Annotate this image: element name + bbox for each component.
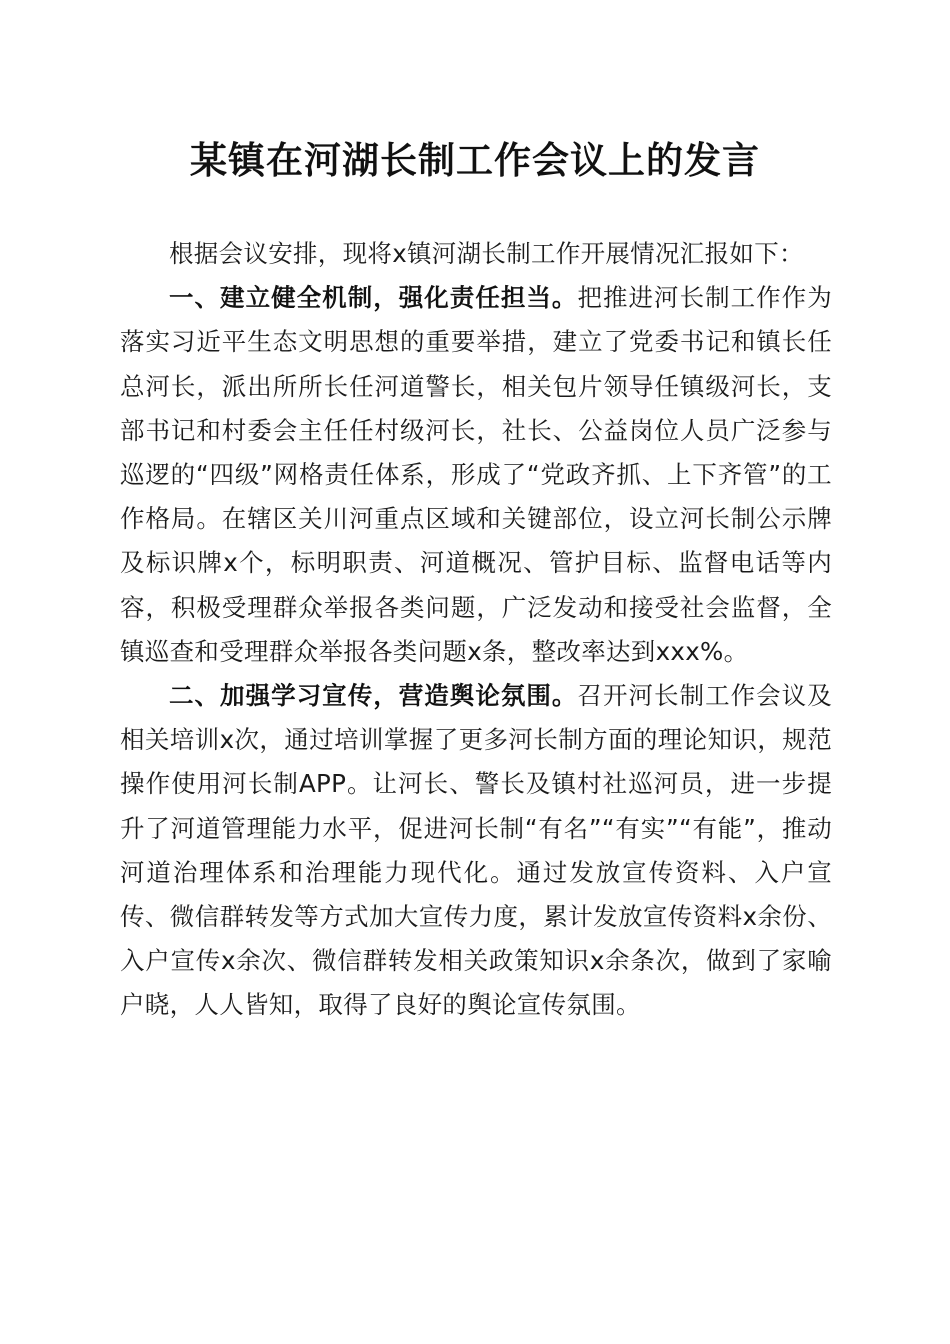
document-body (120, 232, 832, 1028)
intro-text: 根据会议安排，现将x镇河湖长制工作开展情况汇报如下： (169, 239, 804, 268)
section-heading-2: 二、加强学习宣传，营造舆论氛围。 (169, 681, 578, 711)
document-title: 某镇在河湖长制工作会议上的发言 (190, 138, 760, 182)
intro-paragraph (120, 232, 832, 276)
section-text-1: 把推进河长制工作作为落实习近平生态文明思想的重要举措，建立了党委书记和镇长任总河长，派出所所长任河道警长，相关包片领导任镇级河长，支部书记和村委会主任任村级河长，社长、公益岗位人员广泛参与巡逻的“四级”网格责任体系，形成了“党政齐抓、上下齐管”的工作格局。在辖区关川河重点区域和关键部位，设立河长制公示牌及标识牌x个，标明职责、河道概况、管护目标、监督电话等内容，积极受理群众举报各类问题，广泛发动和接受社会监督，全镇巡查和受理群众举报各类问题x条，整改率达到xxx%。 (120, 283, 832, 666)
section-paragraph-1 (120, 276, 832, 674)
section-paragraph-2 (120, 674, 832, 1028)
section-heading-1: 一、建立健全机制，强化责任担当。 (169, 283, 578, 313)
section-text-2: 召开河长制工作会议及相关培训x次，通过培训掌握了更多河长制方面的理论知识，规范操作使用河长制APP。让河长、警长及镇村社巡河员，进一步提升了河道管理能力水平，促进河长制“有名”“有实”“有能”，推动河道治理体系和治理能力现代化。通过发放宣传资料、入户宣传、微信群转发等方式加大宣传力度，累计发放宣传资料x余份、入户宣传x余次、微信群转发相关政策知识x余条次，做到了家喻户晓，人人皆知，取得了良好的舆论宣传氛围。 (120, 681, 832, 1020)
